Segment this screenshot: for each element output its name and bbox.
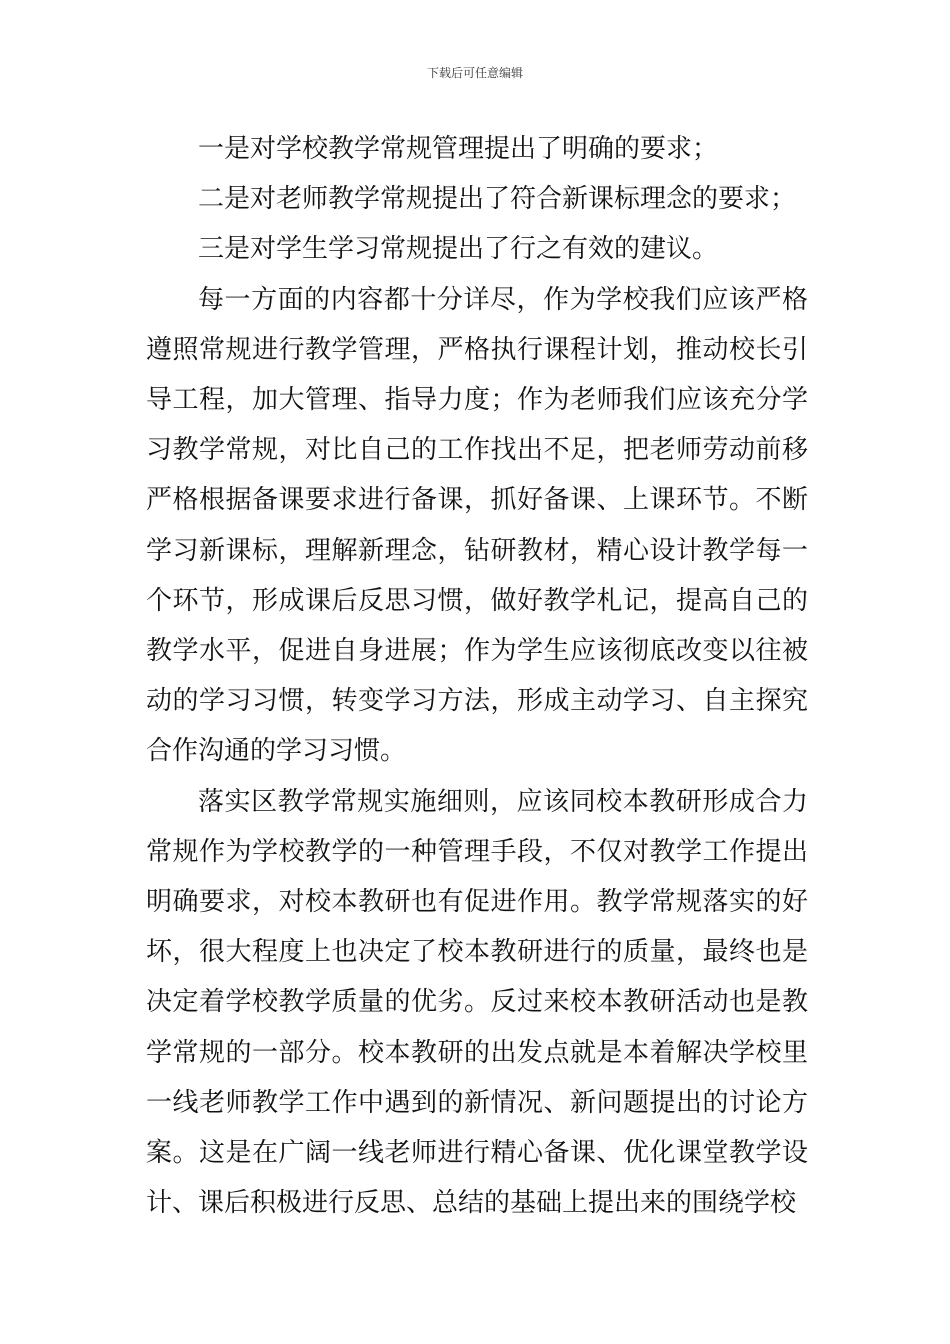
document-body — [146, 124, 808, 1228]
paragraph-5: 落实区教学常规实施细则，应该同校本教研形成合力常规作为学校教学的一种管理手段，不仅对教学工作提出明确要求，对校本教研也有促进作用。教学常规落实的好坏，很大程度上也决定了校本教研进行的质量，最终也是决定着学校教学质量的优劣。反过来校本教研活动也是教学常规的一部分。校本教研的出发点就是本着解决学校里一线老师教学工作中遇到的新情况、新问题提出的讨论方案。这是在广阔一线老师进行精心备课、优化课堂教学设计、课后积极进行反思、总结的基础上提出来的围绕学校 — [146, 786, 808, 1219]
paragraph-1: 一是对学校教学常规管理提出了明确的要求； — [198, 134, 719, 164]
page-header: 下载后可任意编辑 — [426, 66, 523, 80]
paragraph-2: 二是对老师教学常规提出了符合新课标理念的要求； — [198, 184, 797, 215]
paragraph-4: 每一方面的内容都十分详尽，作为学校我们应该严格遵照常规进行教学管理，严格执行课程计划，推动校长引导工程，加大管理、指导力度；作为老师我们应该充分学习教学常规，对比自己的工作找出不足，把老师劳动前移严格根据备课要求进行备课，抓好备课、上课环节。不断学习新课标，理解新理念，钻研教材，精心设计教学每一个环节，形成课后反思习惯，做好教学札记，提高自己的教学水平，促进自身进展；作为学生应该彻底改变以往被动的学习习惯，转变学习方法，形成主动学习、自主探究合作沟通的学习习惯。 — [146, 284, 808, 767]
paragraph-3: 三是对学生学习常规提出了行之有效的建议。 — [198, 234, 719, 265]
